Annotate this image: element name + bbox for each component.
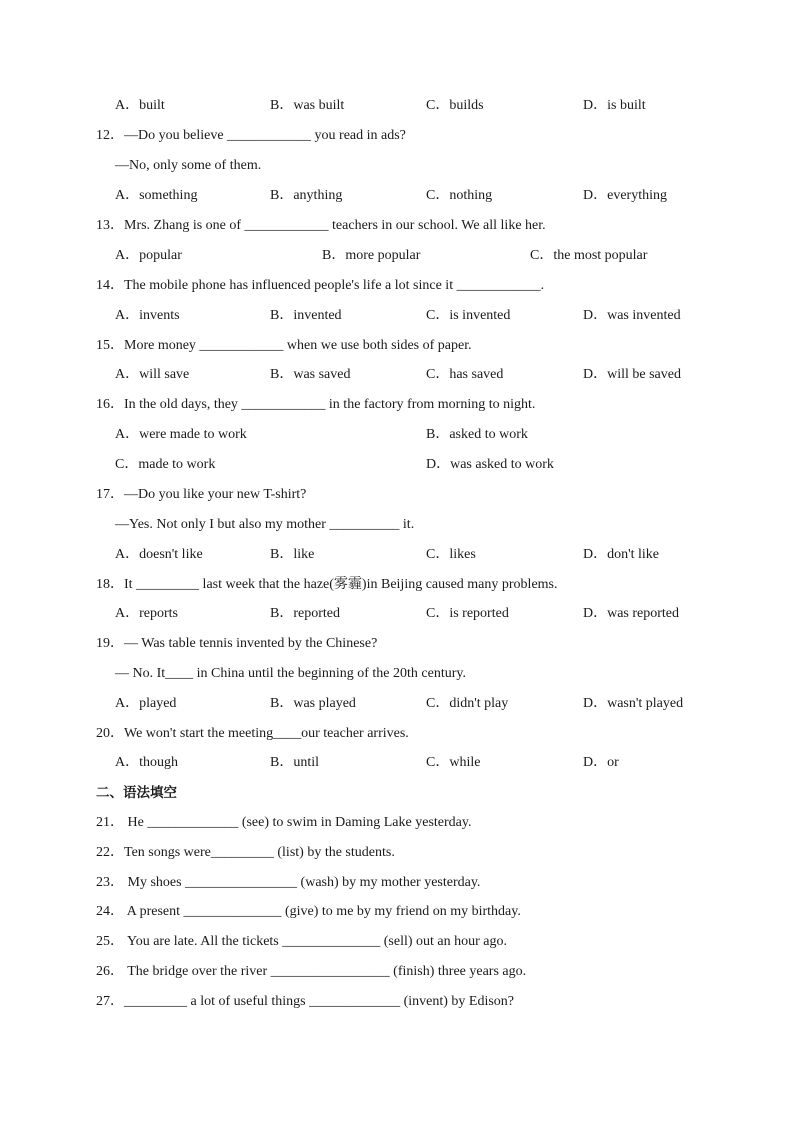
option-c: C．nothing (426, 188, 493, 203)
question-20-stem: 20．We won't start the meeting____our teacher arrives. (96, 726, 409, 741)
option-a: A．built (115, 98, 165, 113)
question-16-stem: 16．In the old days, they ____________ in the factory from morning to night. (96, 397, 536, 412)
option-b: B．anything (270, 188, 343, 203)
option-b: B．was saved (270, 367, 351, 382)
option-d: D．was reported (583, 606, 680, 621)
fill-question-text: 26． The bridge over the river _________________ (finish) three years ago. (96, 964, 527, 979)
question-12-options (0, 186, 800, 206)
fill-question-text: 27．_________ a lot of useful things _____________ (invent) by Edison? (96, 994, 515, 1009)
section-2-heading (0, 783, 800, 803)
question-15-stem: 15．More money ____________ when we use both sides of paper. (96, 338, 472, 353)
question-18-options (0, 604, 800, 624)
question-13-stem: 13．Mrs. Zhang is one of ____________ teachers in our school. We all like her. (96, 218, 546, 233)
option-a: A．something (115, 188, 198, 203)
option-d: D．was invented (583, 308, 681, 323)
question-19-reply-text: — No. It____ in China until the beginning of the 20th century. (115, 666, 466, 681)
fill-question-text: 23． My shoes ________________ (wash) by my mother yesterday. (96, 875, 481, 890)
option-b: B．invented (270, 308, 342, 323)
option-c: C．while (426, 755, 481, 770)
question-19-options (0, 694, 800, 714)
question-12 (0, 126, 800, 146)
fill-question-25 (0, 932, 800, 952)
question-14-options (0, 306, 800, 326)
fill-question-21 (0, 813, 800, 833)
question-19-reply (0, 664, 800, 684)
fill-question-text: 22．Ten songs were_________ (list) by the students. (96, 845, 395, 860)
option-d: D．will be saved (583, 367, 681, 382)
option-a: A．were made to work (115, 427, 247, 442)
question-16 (0, 395, 800, 415)
fill-question-24 (0, 902, 800, 922)
question-18 (0, 575, 800, 595)
option-d: D．wasn't played (583, 696, 684, 711)
option-c: C．builds (426, 98, 484, 113)
option-a: A．played (115, 696, 177, 711)
question-12-reply-text: —No, only some of them. (115, 158, 262, 173)
option-d: D．was asked to work (426, 457, 554, 472)
option-a: A．reports (115, 606, 178, 621)
option-a: A．will save (115, 367, 190, 382)
fill-question-27 (0, 992, 800, 1012)
option-b: B．more popular (322, 248, 421, 263)
option-a: A．invents (115, 308, 180, 323)
option-c: C．didn't play (426, 696, 509, 711)
question-18-stem: 18．It _________ last week that the haze(雾霾)in Beijing caused many problems. (96, 577, 558, 592)
option-b: B．asked to work (426, 427, 528, 442)
option-c: C．made to work (115, 457, 216, 472)
fill-question-22 (0, 843, 800, 863)
question-13-options (0, 246, 800, 266)
question-17 (0, 485, 800, 505)
question-15-options (0, 365, 800, 385)
question-15 (0, 336, 800, 356)
question-17-options (0, 545, 800, 565)
question-19-stem: 19．— Was table tennis invented by the Chinese? (96, 636, 378, 651)
option-c: C．the most popular (530, 248, 648, 263)
question-17-reply-text: —Yes. Not only I but also my mother __________ it. (115, 517, 415, 532)
option-c: C．has saved (426, 367, 504, 382)
question-19 (0, 634, 800, 654)
fill-question-text: 25． You are late. All the tickets ______________ (sell) out an hour ago. (96, 934, 507, 949)
question-11-options (0, 96, 800, 116)
question-17-stem: 17．—Do you like your new T-shirt? (96, 487, 307, 502)
question-12-reply (0, 156, 800, 176)
option-b: B．reported (270, 606, 340, 621)
option-d: D．everything (583, 188, 667, 203)
option-d: D．don't like (583, 547, 660, 562)
fill-question-text: 24． A present ______________ (give) to me by my friend on my birthday. (96, 904, 521, 919)
option-a: A．doesn't like (115, 547, 203, 562)
option-d: D．is built (583, 98, 646, 113)
option-a: A．popular (115, 248, 182, 263)
option-b: B．was played (270, 696, 356, 711)
fill-question-23 (0, 873, 800, 893)
option-b: B．was built (270, 98, 345, 113)
question-14-stem: 14．The mobile phone has influenced people's life a lot since it ____________. (96, 278, 545, 293)
option-c: C．is reported (426, 606, 509, 621)
question-13 (0, 216, 800, 236)
question-12-stem: 12．—Do you believe ____________ you read in ads? (96, 128, 406, 143)
question-20 (0, 724, 800, 744)
section-title: 二、语法填空 (96, 785, 177, 801)
question-17-reply (0, 515, 800, 535)
option-d: D．or (583, 755, 619, 770)
option-c: C．is invented (426, 308, 511, 323)
fill-question-26 (0, 962, 800, 982)
question-16-options-row-2 (0, 455, 800, 475)
question-20-options (0, 753, 800, 773)
question-16-options-row-1 (0, 425, 800, 445)
option-a: A．though (115, 755, 178, 770)
question-14 (0, 276, 800, 296)
option-c: C．likes (426, 547, 476, 562)
option-b: B．like (270, 547, 315, 562)
fill-question-text: 21． He _____________ (see) to swim in Daming Lake yesterday. (96, 815, 472, 830)
option-b: B．until (270, 755, 320, 770)
